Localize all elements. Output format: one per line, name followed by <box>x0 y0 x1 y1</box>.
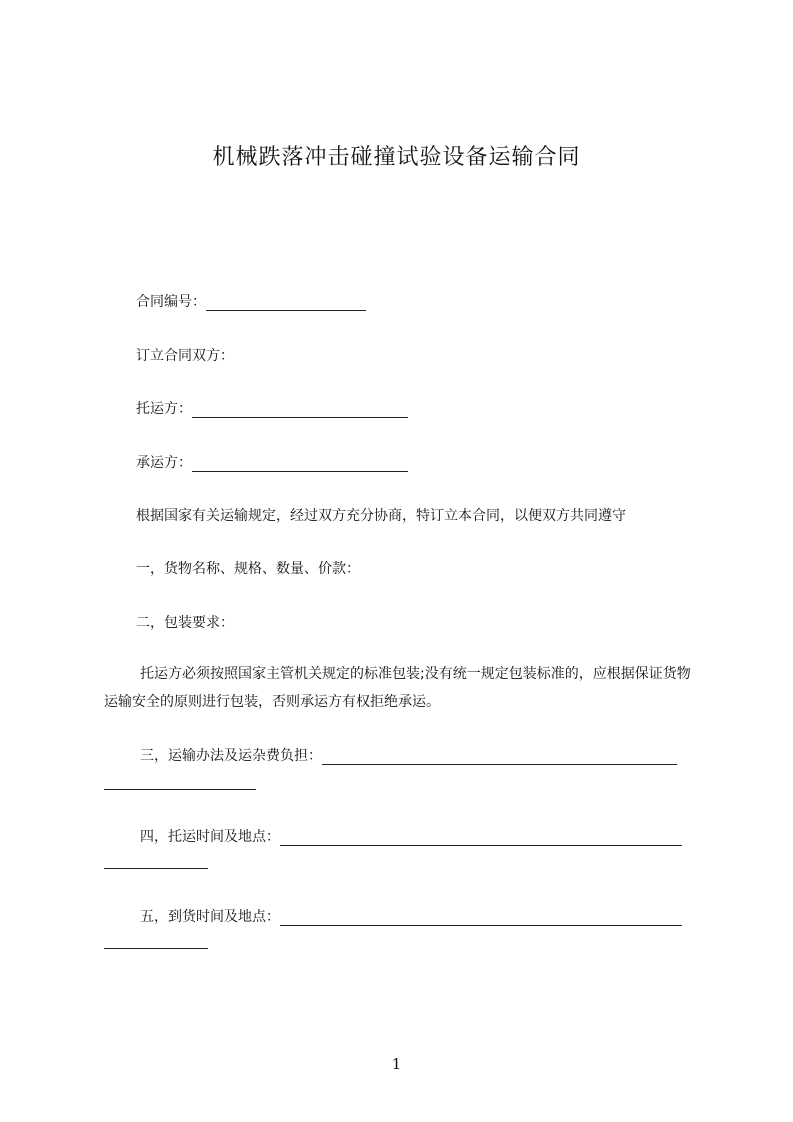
section-5-continuation <box>104 933 208 949</box>
contract-number-line <box>136 291 366 311</box>
parties-label: 订立合同双方： <box>136 348 234 364</box>
carrier-label: 承运方： <box>136 455 192 471</box>
section-5-heading: 五，到货时间及地点： <box>140 909 280 925</box>
intro-paragraph: 根据国家有关运输规定，经过双方充分协商，特订立本合同，以便双方共同遵守 <box>136 508 626 524</box>
page-number: 1 <box>391 1055 402 1073</box>
carrier-blank[interactable] <box>192 457 408 472</box>
section-5-line <box>140 906 682 926</box>
contract-number-blank[interactable] <box>206 296 366 311</box>
section-4-blank[interactable] <box>280 831 682 846</box>
section-4-heading: 四，托运时间及地点： <box>140 829 280 845</box>
section-5-blank[interactable] <box>280 911 682 926</box>
section-3-line <box>140 745 677 765</box>
consignor-line <box>136 398 408 418</box>
carrier-line <box>136 452 408 472</box>
section-4-continuation <box>104 853 208 869</box>
section-3-blank[interactable] <box>322 750 677 765</box>
section-3-heading: 三，运输办法及运杂费负担： <box>140 748 322 764</box>
consignor-blank[interactable] <box>192 403 408 418</box>
section-5-blank-2[interactable] <box>104 934 208 949</box>
document-title: 机械跌落冲击碰撞试验设备运输合同 <box>212 145 581 170</box>
section-3-continuation <box>104 774 256 790</box>
section-1-heading: 一，货物名称、规格、数量、价款： <box>136 561 360 577</box>
section-3-blank-2[interactable] <box>104 775 256 790</box>
section-4-line <box>140 826 682 846</box>
section-4-blank-2[interactable] <box>104 854 208 869</box>
section-2-body: 托运方必须按照国家主管机关规定的标准包装;没有统一规定包装标准的，应根据保证货物运输安全的原则进行包装，否则承运方有权拒绝承运。 <box>104 666 691 710</box>
consignor-label: 托运方： <box>136 401 192 417</box>
section-2-heading: 二，包装要求： <box>136 615 234 631</box>
contract-number-label: 合同编号： <box>136 294 206 310</box>
